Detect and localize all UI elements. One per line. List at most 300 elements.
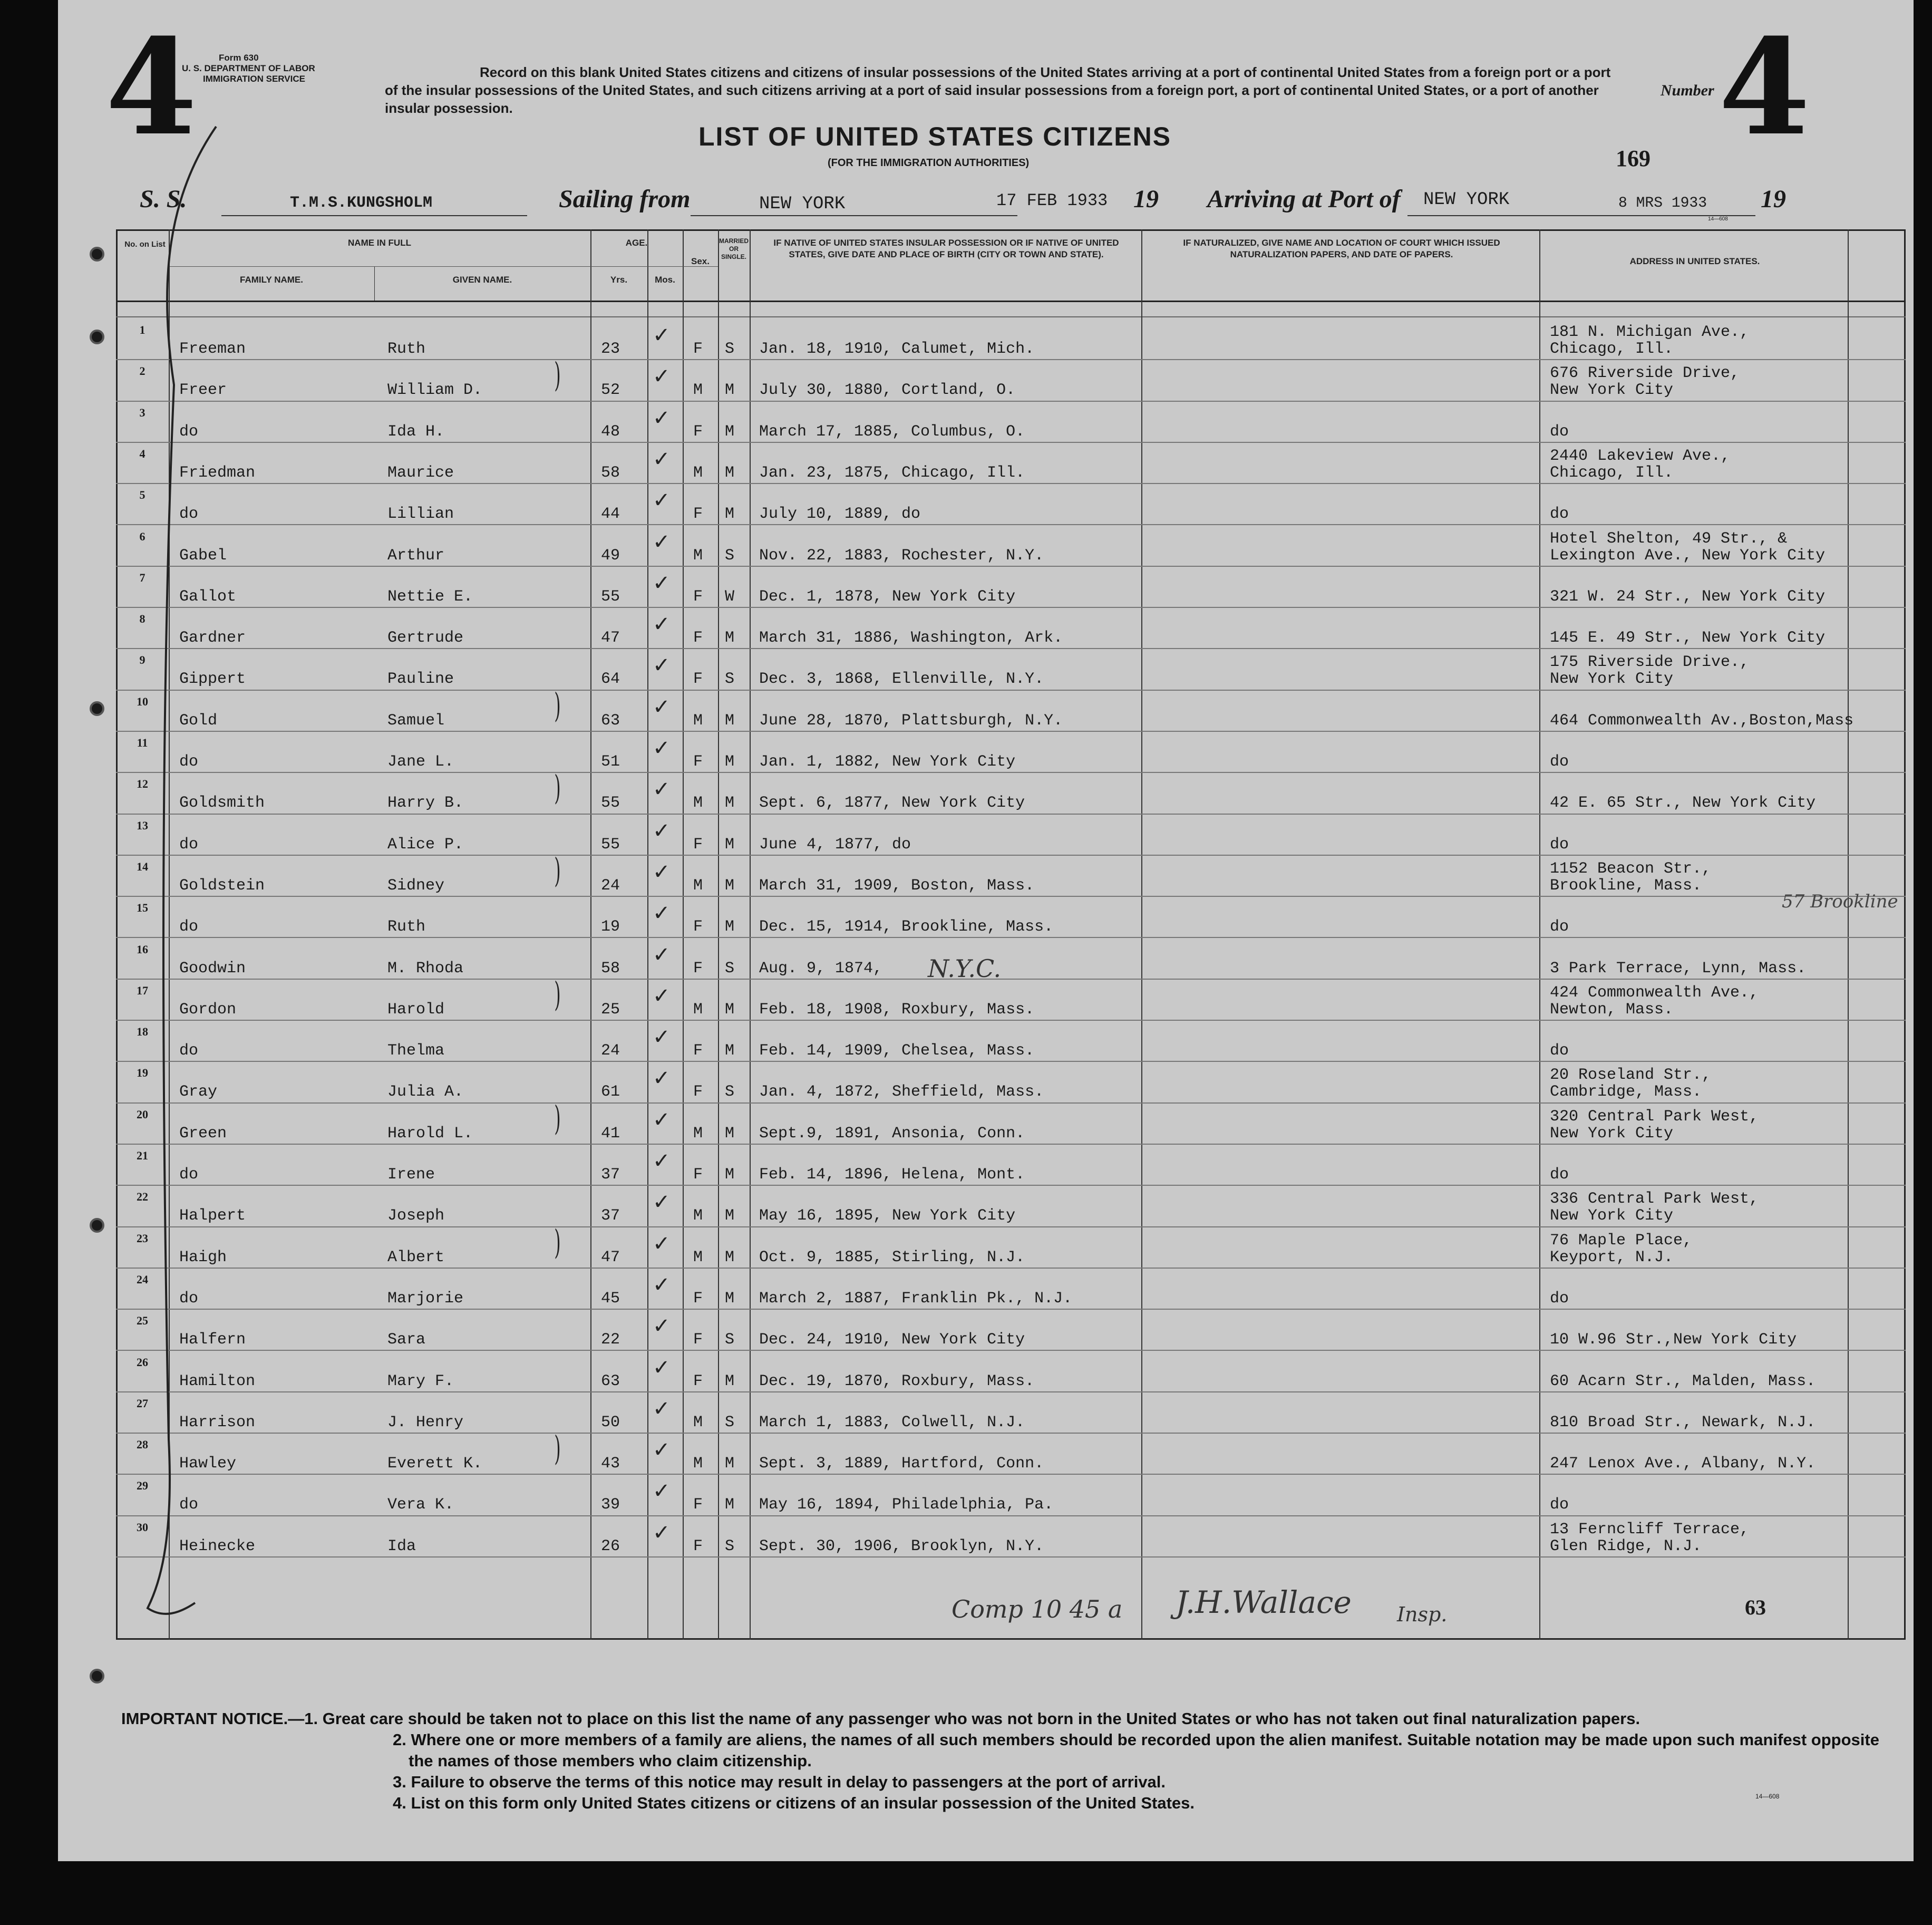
check-mark-icon: ✓ — [653, 364, 671, 389]
check-mark-icon: ✓ — [653, 405, 671, 430]
address-line-2: New York City — [1550, 670, 1674, 689]
address-line-2: 60 Acarn Str., Malden, Mass. — [1550, 1372, 1816, 1390]
table-row — [58, 686, 1914, 732]
arriving-date: 8 MRS 1933 — [1618, 195, 1707, 211]
check-mark-icon: ✓ — [653, 1231, 671, 1256]
row-number: 13 — [137, 818, 148, 832]
given-name: Nettie E. — [387, 587, 473, 606]
table-row — [58, 1062, 1914, 1103]
address-line-2: 247 Lenox Ave., Albany, N.Y. — [1550, 1455, 1816, 1473]
sex: M — [693, 1124, 703, 1143]
address-line-1: 76 Maple Place, — [1550, 1231, 1693, 1250]
marital-status: S — [725, 1413, 735, 1431]
given-name: Arthur — [387, 546, 445, 565]
col-age: AGE. — [625, 238, 648, 248]
row-number: 2 — [139, 364, 145, 378]
row-number: 7 — [139, 570, 145, 584]
inspector-label: Insp. — [1397, 1603, 1448, 1626]
address-line-1: 1152 Beacon Str., — [1550, 859, 1712, 878]
age-years: 55 — [601, 587, 620, 606]
given-name: Gertrude — [387, 629, 464, 647]
family-name: do — [179, 422, 199, 441]
col-given-name: GIVEN NAME. — [452, 275, 512, 285]
table-row — [58, 484, 1914, 525]
department-name: U. S. DEPARTMENT OF LABOR — [182, 63, 315, 73]
sex: M — [693, 463, 703, 482]
sex: F — [693, 340, 703, 358]
check-mark-icon: ✓ — [653, 736, 671, 760]
table-row — [58, 1516, 1914, 1558]
handwritten-bracket-icon: ) — [554, 851, 561, 891]
family-name: Gallot — [179, 587, 237, 606]
check-mark-icon: ✓ — [653, 818, 671, 843]
sex: F — [693, 959, 703, 978]
family-name: Gardner — [179, 629, 246, 647]
handwritten-bracket-icon: ) — [554, 1223, 561, 1262]
age-years: 39 — [601, 1496, 620, 1514]
family-name: Gordon — [179, 1000, 237, 1019]
col-married-single: MARRIED OR SINGLE. — [719, 237, 749, 260]
age-years: 22 — [601, 1331, 620, 1349]
address-line-2: New York City — [1550, 1124, 1674, 1143]
marital-status: W — [725, 587, 735, 606]
birth-date-place: Sept. 30, 1906, Brooklyn, N.Y. — [759, 1537, 1044, 1555]
arriving-label: Arriving at Port of — [1207, 185, 1401, 213]
marital-status: M — [725, 1496, 735, 1514]
marital-status: M — [725, 629, 735, 647]
arriving-port: NEW YORK — [1423, 190, 1510, 210]
table-row — [58, 443, 1914, 484]
sex: M — [693, 794, 703, 812]
birth-date-place: July 10, 1889, do — [759, 505, 921, 524]
marital-status: M — [725, 1372, 735, 1390]
age-years: 43 — [601, 1455, 620, 1473]
birth-date-place: Dec. 15, 1914, Brookline, Mass. — [759, 918, 1054, 936]
family-name: Gray — [179, 1083, 218, 1101]
sex: F — [693, 629, 703, 647]
punch-hole — [90, 1218, 104, 1233]
table-row — [58, 1475, 1914, 1516]
table-row — [58, 526, 1914, 567]
given-name: Samuel — [387, 711, 445, 730]
given-name: Harold L. — [387, 1124, 473, 1143]
sex: F — [693, 1166, 703, 1184]
row-number: 14 — [137, 859, 148, 873]
row-number: 9 — [139, 653, 145, 667]
age-years: 47 — [601, 629, 620, 647]
form-id-block — [182, 53, 340, 84]
given-name: Everett K. — [387, 1455, 483, 1473]
address-line-2: 10 W.96 Str.,New York City — [1550, 1331, 1797, 1349]
family-name: do — [179, 1496, 199, 1514]
marital-status: M — [725, 711, 735, 730]
address-line-2: do — [1550, 753, 1569, 771]
address-line-2: Cambridge, Mass. — [1550, 1083, 1702, 1101]
marital-status: M — [725, 1289, 735, 1308]
given-name: Marjorie — [387, 1289, 464, 1308]
address-line-1: 320 Central Park West, — [1550, 1107, 1759, 1126]
age-years: 63 — [601, 711, 620, 730]
row-number: 16 — [137, 942, 148, 956]
given-name: William D. — [387, 381, 483, 400]
address-line-2: do — [1550, 505, 1569, 524]
age-years: 24 — [601, 1042, 620, 1060]
sex: F — [693, 1083, 703, 1101]
tiny-form-code: 14—608 — [1708, 216, 1728, 222]
sex: F — [693, 1372, 703, 1390]
given-name: Julia A. — [387, 1083, 464, 1101]
age-years: 55 — [601, 835, 620, 854]
row-number: 15 — [137, 901, 148, 915]
address-line-2: 464 Commonwealth Av.,Boston,Mass — [1550, 711, 1854, 730]
marital-status: S — [725, 546, 735, 565]
sex: M — [693, 1413, 703, 1431]
notice-item-1: —1. Great care should be taken not to place on this list the name of any passenger who was not born in the United States or who has not taken out final naturalization papers. — [288, 1709, 1640, 1728]
birth-date-place: May 16, 1894, Philadelphia, Pa. — [759, 1496, 1054, 1514]
given-name: Ruth — [387, 340, 426, 358]
given-name: Albert — [387, 1248, 445, 1266]
row-number: 11 — [137, 736, 148, 749]
marital-status: M — [725, 876, 735, 895]
sex: F — [693, 1496, 703, 1514]
age-years: 61 — [601, 1083, 620, 1101]
sex: M — [693, 1455, 703, 1473]
table-row — [58, 975, 1914, 1021]
table-row — [58, 402, 1914, 443]
sex: M — [693, 711, 703, 730]
row-number: 30 — [137, 1520, 148, 1534]
year-label-2: 19 — [1761, 185, 1786, 213]
age-years: 23 — [601, 340, 620, 358]
form-number: Form 630 — [219, 53, 259, 63]
handwritten-bracket-icon: ) — [554, 356, 561, 395]
age-years: 52 — [601, 381, 620, 400]
handwritten-bracket-icon: ) — [554, 1429, 561, 1469]
birth-date-place: Dec. 19, 1870, Roxbury, Mass. — [759, 1372, 1035, 1390]
address-line-1: 2440 Lakeview Ave., — [1550, 447, 1731, 465]
address-line-2: do — [1550, 918, 1569, 936]
form-title: LIST OF UNITED STATES CITIZENS — [698, 122, 1172, 151]
marital-status: S — [725, 670, 735, 689]
table-row — [58, 319, 1914, 360]
family-name: Green — [179, 1124, 227, 1143]
age-years: 64 — [601, 670, 620, 689]
given-name: Jane L. — [387, 753, 454, 771]
row-number: 17 — [137, 983, 148, 997]
marital-status: M — [725, 1166, 735, 1184]
address-line-1: 181 N. Michigan Ave., — [1550, 323, 1750, 341]
row-number: 20 — [137, 1107, 148, 1121]
birth-date-place: July 30, 1880, Cortland, O. — [759, 381, 1016, 400]
marital-status: M — [725, 1042, 735, 1060]
important-notice — [121, 1708, 1887, 1814]
table-row — [58, 851, 1914, 897]
check-mark-icon: ✓ — [653, 1149, 671, 1173]
check-mark-icon: ✓ — [653, 1355, 671, 1380]
col-family-name: FAMILY NAME. — [240, 275, 303, 285]
family-name: Hamilton — [179, 1372, 256, 1390]
check-mark-icon: ✓ — [653, 694, 671, 719]
manifest-sheet — [58, 0, 1914, 1861]
sex: F — [693, 1289, 703, 1308]
given-name: J. Henry — [387, 1413, 464, 1431]
page-number: 169 — [1616, 146, 1651, 171]
family-name: do — [179, 1289, 199, 1308]
sailing-date: 17 FEB 1933 — [996, 191, 1108, 210]
table-row — [58, 567, 1914, 608]
given-name: Harold — [387, 1000, 445, 1019]
check-mark-icon: ✓ — [653, 983, 671, 1008]
address-line-2: do — [1550, 1289, 1569, 1308]
year-label-1: 19 — [1133, 185, 1159, 213]
marital-status: M — [725, 835, 735, 854]
check-mark-icon: ✓ — [653, 1025, 671, 1050]
marital-status: M — [725, 753, 735, 771]
row-number: 18 — [137, 1025, 148, 1039]
row-number: 26 — [137, 1355, 148, 1369]
age-years: 55 — [601, 794, 620, 812]
row-number: 21 — [137, 1149, 148, 1162]
col-mos: Mos. — [655, 275, 675, 285]
check-mark-icon: ✓ — [653, 1107, 671, 1132]
address-line-2: Keyport, N.J. — [1550, 1248, 1674, 1266]
col-address: ADDRESS IN UNITED STATES. — [1629, 256, 1760, 266]
marital-status: S — [725, 1537, 735, 1555]
marital-status: M — [725, 1000, 735, 1019]
handwritten-address-note: 57 Brookline — [1782, 891, 1898, 912]
table-row — [58, 1021, 1914, 1062]
birth-date-place: March 17, 1885, Columbus, O. — [759, 422, 1025, 441]
address-line-2: Glen Ridge, N.J. — [1550, 1537, 1702, 1555]
birth-date-place: Aug. 9, 1874, — [759, 959, 883, 978]
punch-hole — [90, 701, 104, 716]
given-name: Vera K. — [387, 1496, 454, 1514]
notice-label: IMPORTANT NOTICE. — [121, 1709, 288, 1728]
punch-hole — [90, 330, 104, 344]
row-number: 23 — [137, 1231, 148, 1245]
notice-item-1-row — [121, 1708, 1887, 1729]
age-years: 51 — [601, 753, 620, 771]
address-line-2: do — [1550, 835, 1569, 854]
family-name: Heinecke — [179, 1537, 256, 1555]
table-row — [58, 1392, 1914, 1434]
big-number-right: 4 — [1719, 9, 1810, 165]
address-line-2: do — [1550, 1496, 1569, 1514]
col-name-in-full: NAME IN FULL — [348, 238, 411, 248]
sex: M — [693, 546, 703, 565]
family-name: Haigh — [179, 1248, 227, 1266]
table-row — [58, 1223, 1914, 1269]
address-line-2: do — [1550, 422, 1569, 441]
given-name: Ida H. — [387, 422, 445, 441]
family-name: Freeman — [179, 340, 246, 358]
row-number: 22 — [137, 1190, 148, 1204]
table-row — [58, 1099, 1914, 1145]
address-line-2: 145 E. 49 Str., New York City — [1550, 629, 1826, 647]
address-line-1: 175 Riverside Drive., — [1550, 653, 1750, 672]
address-line-1: 424 Commonwealth Ave., — [1550, 983, 1759, 1002]
family-name: Goldsmith — [179, 794, 265, 812]
table-row — [58, 815, 1914, 856]
birth-date-place: Jan. 18, 1910, Calumet, Mich. — [759, 340, 1035, 358]
age-years: 26 — [601, 1537, 620, 1555]
passenger-count: 63 — [1745, 1595, 1766, 1619]
given-name: Lillian — [387, 505, 454, 524]
check-mark-icon: ✓ — [653, 323, 671, 347]
given-name: Joseph — [387, 1207, 445, 1225]
check-mark-icon: ✓ — [653, 653, 671, 678]
check-mark-icon: ✓ — [653, 1066, 671, 1091]
sex: F — [693, 753, 703, 771]
handwritten-bracket-icon: ) — [554, 686, 561, 725]
sex: F — [693, 422, 703, 441]
form-instructions: Record on this blank United States citizens and citizens of insular possessions of the United States arriving at a port of continental United States from a foreign port or a port of the insular possessions of the United States, and such citizens arriving at a port of said insular possessions from a foreign port, a port of continental United States, or a port of another insular possession. — [385, 64, 1611, 116]
address-line-1: Hotel Shelton, 49 Str., & — [1550, 529, 1788, 548]
family-name: Gabel — [179, 546, 227, 565]
birth-date-place: Dec. 1, 1878, New York City — [759, 587, 1016, 606]
sex: F — [693, 670, 703, 689]
table-row — [58, 1186, 1914, 1227]
sex: F — [693, 918, 703, 936]
family-name: Friedman — [179, 463, 256, 482]
voyage-line — [58, 179, 1914, 227]
address-line-1: 336 Central Park West, — [1550, 1190, 1759, 1208]
sex: M — [693, 876, 703, 895]
age-years: 45 — [601, 1289, 620, 1308]
family-name: Gippert — [179, 670, 246, 689]
given-name: Thelma — [387, 1042, 445, 1060]
family-name: Harrison — [179, 1413, 256, 1431]
given-name: Ruth — [387, 918, 426, 936]
marital-status: M — [725, 1207, 735, 1225]
address-line-2: New York City — [1550, 381, 1674, 400]
sex: F — [693, 1331, 703, 1349]
notice-item-3: 3. Failure to observe the terms of this notice may result in delay to passengers at the port of arrival. — [393, 1773, 1166, 1791]
birth-date-place: Feb. 14, 1896, Helena, Mont. — [759, 1166, 1025, 1184]
row-number: 25 — [137, 1314, 148, 1328]
marital-status: M — [725, 1248, 735, 1266]
row-number: 12 — [137, 777, 148, 791]
marital-status: S — [725, 340, 735, 358]
marital-status: S — [725, 1083, 735, 1101]
row-number: 29 — [137, 1479, 148, 1493]
age-years: 49 — [601, 546, 620, 565]
row-number: 6 — [139, 529, 145, 543]
col-yrs: Yrs. — [610, 275, 628, 285]
check-mark-icon: ✓ — [653, 1438, 671, 1463]
birth-date-place: June 4, 1877, do — [759, 835, 911, 854]
age-years: 24 — [601, 876, 620, 895]
family-name: do — [179, 918, 199, 936]
age-years: 44 — [601, 505, 620, 524]
marital-status: M — [725, 1455, 735, 1473]
address-line-2: Chicago, Ill. — [1550, 463, 1674, 482]
marital-status: M — [725, 918, 735, 936]
address-line-2: do — [1550, 1042, 1569, 1060]
sex: F — [693, 835, 703, 854]
check-mark-icon: ✓ — [653, 612, 671, 637]
table-row — [58, 1269, 1914, 1310]
given-name: M. Rhoda — [387, 959, 464, 978]
sex: M — [693, 1000, 703, 1019]
service-name: IMMIGRATION SERVICE — [203, 74, 305, 84]
given-name: Ida — [387, 1537, 416, 1555]
check-mark-icon: ✓ — [653, 488, 671, 513]
check-mark-icon: ✓ — [653, 1396, 671, 1421]
family-name: Hawley — [179, 1455, 237, 1473]
handwritten-bracket-icon: ) — [554, 1099, 561, 1138]
row-number: 1 — [139, 323, 145, 336]
birth-date-place: Sept.9, 1891, Ansonia, Conn. — [759, 1124, 1025, 1143]
family-name: Goodwin — [179, 959, 246, 978]
address-line-2: New York City — [1550, 1207, 1674, 1225]
table-row — [58, 356, 1914, 401]
marital-status: M — [725, 381, 735, 400]
sex: F — [693, 1537, 703, 1555]
address-line-2: Newton, Mass. — [1550, 1000, 1674, 1019]
birth-date-place: Jan. 4, 1872, Sheffield, Mass. — [759, 1083, 1044, 1101]
notice-item-2: 2. Where one or more members of a family are aliens, the names of all such members should be recorded upon the alien manifest. Suitable notation may be made upon such manifest opposite the names of those members who claim citizenship. — [393, 1730, 1879, 1770]
row-number: 10 — [137, 694, 148, 708]
row-rule — [116, 1556, 1906, 1558]
col-sex: Sex. — [691, 256, 710, 266]
age-years: 41 — [601, 1124, 620, 1143]
handwritten-bracket-icon: ) — [554, 769, 561, 808]
age-years: 37 — [601, 1207, 620, 1225]
check-mark-icon: ✓ — [653, 942, 671, 967]
given-name: Alice P. — [387, 835, 464, 854]
notice-form-code: 14—608 — [1755, 1793, 1780, 1800]
birth-date-place: March 31, 1886, Washington, Ark. — [759, 629, 1063, 647]
table-row — [58, 732, 1914, 773]
check-mark-icon: ✓ — [653, 1479, 671, 1504]
birth-date-place: Dec. 24, 1910, New York City — [759, 1331, 1025, 1349]
handwritten-bracket-icon: ) — [554, 975, 561, 1014]
table-row — [58, 897, 1914, 938]
address-line-1: 676 Riverside Drive, — [1550, 364, 1740, 383]
handwritten-birthplace: N.Y.C. — [928, 954, 1002, 983]
check-mark-icon: ✓ — [653, 1520, 671, 1545]
marital-status: M — [725, 505, 735, 524]
ship-name: T.M.S.KUNGSHOLM — [290, 194, 433, 212]
age-years: 37 — [601, 1166, 620, 1184]
birth-date-place: Feb. 18, 1908, Roxbury, Mass. — [759, 1000, 1035, 1019]
sex: F — [693, 1042, 703, 1060]
address-line-2: Brookline, Mass. — [1550, 876, 1702, 895]
big-number-left: 4 — [105, 9, 197, 165]
given-name: Sara — [387, 1331, 426, 1349]
age-years: 50 — [601, 1413, 620, 1431]
given-name: Mary F. — [387, 1372, 454, 1390]
address-line-2: do — [1550, 1166, 1569, 1184]
marital-status: M — [725, 422, 735, 441]
family-name: do — [179, 1042, 199, 1060]
table-row — [58, 1429, 1914, 1475]
family-name: Halpert — [179, 1207, 246, 1225]
address-line-1: 13 Ferncliff Terrace, — [1550, 1520, 1750, 1539]
sex: M — [693, 1248, 703, 1266]
birth-date-place: Dec. 3, 1868, Ellenville, N.Y. — [759, 670, 1044, 689]
address-line-2: 3 Park Terrace, Lynn, Mass. — [1550, 959, 1807, 978]
marital-status: M — [725, 463, 735, 482]
birth-date-place: Feb. 14, 1909, Chelsea, Mass. — [759, 1042, 1035, 1060]
family-name: Halfern — [179, 1331, 246, 1349]
birth-date-place: June 28, 1870, Plattsburgh, N.Y. — [759, 711, 1063, 730]
birth-date-place: Sept. 3, 1889, Hartford, Conn. — [759, 1455, 1044, 1473]
birth-date-place: Oct. 9, 1885, Stirling, N.J. — [759, 1248, 1025, 1266]
table-row — [58, 1310, 1914, 1351]
table-row — [58, 1145, 1914, 1186]
